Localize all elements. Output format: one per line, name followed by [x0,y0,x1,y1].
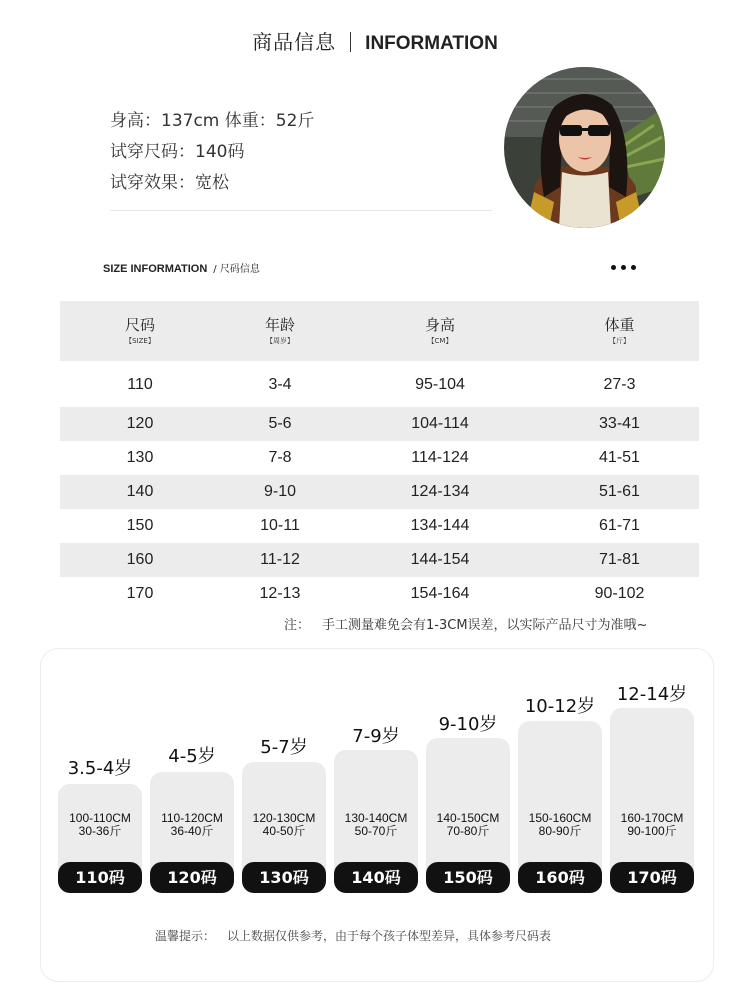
bar-height: 140-150CM [436,811,500,825]
table-row [60,441,699,475]
bar-measurements [334,812,418,838]
model-height-weight: 身高：137cm 体重：52斤 [110,111,315,131]
model-size: 试穿尺码：140码 [110,142,245,162]
bar-age-label: 12-14岁 [616,684,688,705]
size-table-header [60,301,699,361]
cell-size: 130 [126,449,154,466]
size-table [60,301,699,611]
header-weight [540,301,699,361]
note-label: 注： [284,618,311,633]
bar-body [610,708,694,880]
cell-height: 114-124 [411,449,469,466]
cell-size: 150 [126,517,154,534]
bar-age-label: 3.5-4岁 [67,758,133,779]
bar-age-label: 10-12岁 [524,696,596,717]
cell-age: 10-11 [260,517,300,534]
bar-height: 150-160CM [528,811,592,825]
cell-age: 9-10 [220,475,340,509]
note-text: 手工测量难免会有1-3CM误差，以实际产品尺寸为准哦~ [322,618,648,633]
header-title-en: INFORMATION [365,33,498,54]
cell-age: 11-12 [220,543,340,577]
bar-weight: 90-100斤 [627,824,677,838]
tip-text: 以上数据仅供参考，由于每个孩子体型差异，具体参考尺码表 [227,929,552,943]
header-height [340,301,540,361]
bar-age-label: 9-10岁 [438,714,498,735]
bar-age-label: 7-9岁 [352,726,400,747]
cell-height: 154-164 [410,585,470,602]
section-header [0,26,750,55]
cell-age: 5-6 [220,407,340,441]
bar-size-code: 110码 [58,862,142,893]
cell-weight: 51-61 [540,475,699,509]
bar-height: 100-110CM [69,811,131,825]
cell-weight: 90-102 [594,585,645,602]
bar-measurements [426,812,510,838]
header-size [60,301,220,361]
header-size-label: 尺码 [124,316,155,334]
cell-age: 3-4 [268,376,292,393]
header-age [220,301,340,361]
header-divider [350,32,351,52]
header-height-label: 身高 [424,316,455,334]
cell-weight: 41-51 [599,449,640,466]
header-weight-label: 体重 [604,316,635,334]
size-section-title [103,260,260,275]
bar-height: 160-170CM [620,811,684,825]
bar-height: 120-130CM [252,811,316,825]
bar-weight: 40-50斤 [262,824,306,838]
cell-size: 170 [126,585,154,602]
cell-height: 134-144 [410,517,470,534]
bar-height: 110-120CM [161,811,223,825]
cell-size: 160 [60,543,220,577]
bar-body [518,721,602,880]
bar-measurements [242,812,326,838]
size-title-en: SIZE INFORMATION [103,263,208,275]
bar-weight: 50-70斤 [354,824,398,838]
bar-weight: 30-36斤 [78,824,122,838]
model-divider [110,210,492,211]
header-size-sub: 【SIZE】 [125,337,155,345]
table-row [60,361,699,407]
measurement-note [284,614,647,633]
bar-size-code: 140码 [334,862,418,893]
header-age-sub: 【周岁】 [266,337,294,345]
cell-size: 110 [127,376,153,393]
model-fit: 试穿效果：宽松 [110,173,229,193]
table-row [60,509,699,543]
more-dots-icon [611,262,641,273]
cell-weight: 33-41 [540,407,699,441]
cell-weight: 27-3 [603,376,636,393]
bar-size-code: 160码 [518,862,602,893]
bar-age-label: 4-5岁 [168,746,216,767]
header-weight-sub: 【斤】 [609,337,630,345]
bar-age-label: 5-7岁 [260,737,308,758]
bar-weight: 80-90斤 [538,824,582,838]
header-age-label: 年龄 [264,316,295,334]
header-title-cn: 商品信息 [252,30,337,54]
cell-height: 104-114 [340,407,540,441]
cell-size: 120 [60,407,220,441]
bar-weight: 36-40斤 [170,824,214,838]
cell-weight: 71-81 [540,543,699,577]
bar-measurements [58,812,142,838]
cell-age: 12-13 [259,585,301,602]
cell-age: 7-8 [268,449,292,466]
header-height-sub: 【CM】 [427,337,453,345]
bar-size-code: 170码 [610,862,694,893]
model-avatar [504,67,665,228]
bar-size-code: 120码 [150,862,234,893]
table-row [60,475,699,509]
model-info [110,106,314,199]
cell-height: 95-104 [415,376,465,393]
bar-measurements [610,812,694,838]
cell-size: 140 [60,475,220,509]
cell-height: 144-154 [340,543,540,577]
table-row [60,407,699,441]
bar-size-code: 130码 [242,862,326,893]
bar-weight: 70-80斤 [446,824,490,838]
bar-size-code: 150码 [426,862,510,893]
friendly-tip [155,927,551,944]
table-row [60,543,699,577]
size-title-cn: / 尺码信息 [213,264,260,275]
bar-measurements [518,812,602,838]
tip-label: 温馨提示： [155,929,216,943]
table-row [60,577,699,611]
cell-height: 124-134 [340,475,540,509]
bar-height: 130-140CM [344,811,408,825]
bar-measurements [150,812,234,838]
bar-body [426,738,510,880]
cell-weight: 61-71 [599,517,640,534]
